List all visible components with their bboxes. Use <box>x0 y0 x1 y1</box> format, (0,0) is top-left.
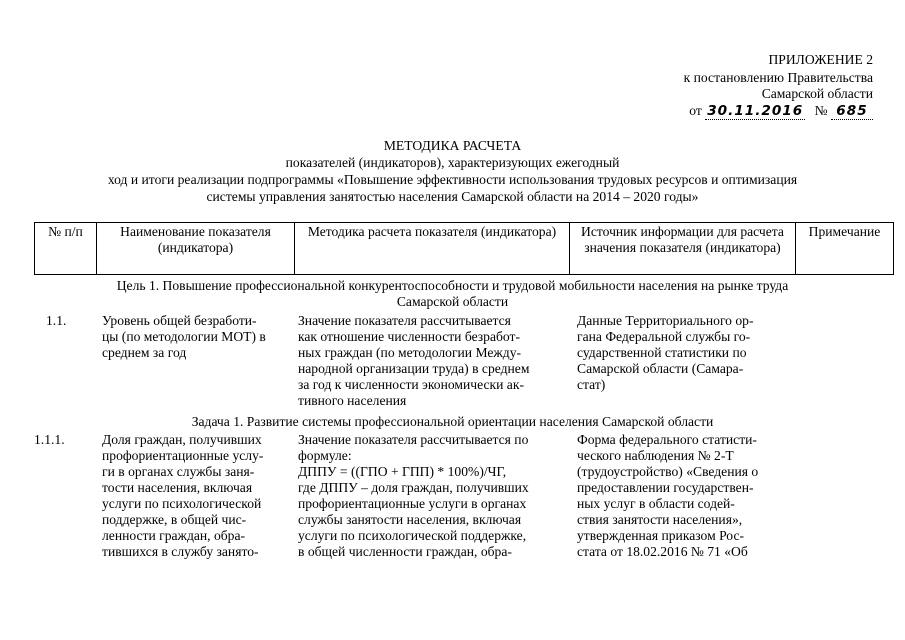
calculation-method: Значение показателя рассчитывается по формуле: ДППУ = ((ГПО + ГПП) * 100%)/ЧГ, где ДППУ – доля граждан, получивших профориентационные услуги в органах службы занятости населения, включая услуги по психологической поддержке, в общей численности граждан, обра- <box>298 432 529 559</box>
number-prefix: № <box>814 103 828 118</box>
calculation-method: Значение показателя рассчитывается как отношение численности безработ- ных граждан (по методологии Между- народной организации труда) в среднем за год к численности экономически ак- тивного населения <box>298 313 530 408</box>
row-number: 1.1. <box>46 313 67 328</box>
row-number: 1.1.1. <box>34 432 65 447</box>
approval-date: 30.11.2016 <box>707 103 804 119</box>
approval-date-line <box>689 103 873 120</box>
information-source: Форма федерального статисти- ческого наблюдения № 2-Т (трудоустройство) «Сведения о предоставлении государствен- ных услуг в области содей- ствия занятости населения», утвержденная приказом Рос- стата от 18.02.2016 № 71 «Об <box>577 432 759 559</box>
information-source: Данные Территориального ор- гана Федеральной службы го- сударственной статистики по Самарской области (Самара- стат) <box>577 313 754 392</box>
indicator-name: Доля граждан, получивших профориентационные услу- ги в органах службы заня- тости населения, включая услуги по психологической поддержке, в общей чис- ленности граждан, обра- тившихся в службу занято- <box>102 432 264 559</box>
document-title: МЕТОДИКА РАСЧЕТА <box>383 138 522 153</box>
header-note: Примечание <box>796 223 894 275</box>
approval-number: 685 <box>831 103 873 120</box>
header-indicator-name: Наименование показателя (индикатора) <box>97 223 295 275</box>
approval-region: Самарской области <box>761 86 873 101</box>
date-prefix: от <box>689 103 702 118</box>
approval-heading: ПРИЛОЖЕНИЕ 2 <box>768 52 873 67</box>
header-method: Методика расчета показателя (индикатора) <box>295 223 570 275</box>
goal-heading: Цель 1. Повышение профессиональной конкурентоспособности и трудовой мобильности населения на рынке труда Самарской области <box>116 278 789 309</box>
task-heading: Задача 1. Развитие системы профессиональной ориентации населения Самарской области <box>191 414 714 429</box>
document-subtitle-3: системы управления занятостью населения Самарской области на 2014 – 2020 годы» <box>206 189 699 204</box>
header-source: Источник информации для расчета значения показателя (индикатора) <box>570 223 796 275</box>
header-number: № п/п <box>35 223 97 275</box>
table-header <box>34 222 894 275</box>
document-subtitle-2: ход и итоги реализации подпрограммы «Повышение эффективности использования трудовых ресурсов и оптимизация <box>107 172 798 187</box>
document-subtitle-1: показателей (индикаторов), характеризующих ежегодный <box>285 155 620 170</box>
approval-line: к постановлению Правительства <box>683 70 873 85</box>
indicator-name: Уровень общей безработи- цы (по методологии МОТ) в среднем за год <box>102 313 266 360</box>
